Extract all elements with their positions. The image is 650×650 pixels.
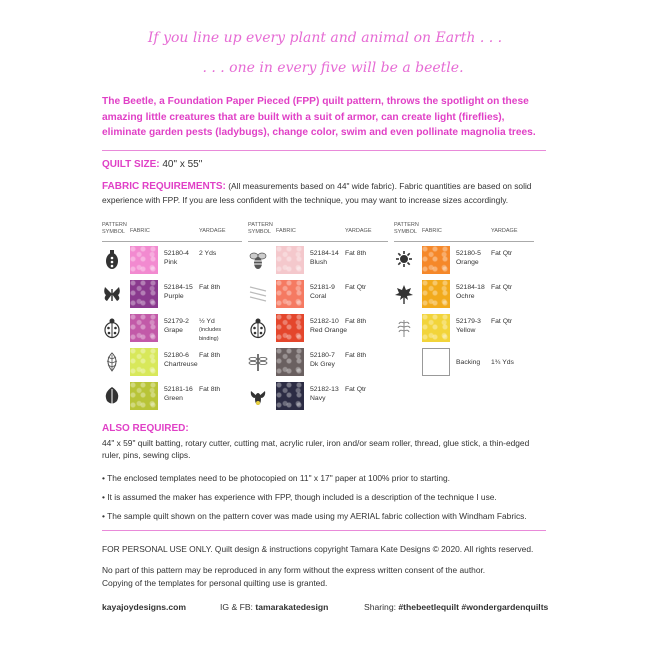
fabric-swatch — [130, 348, 158, 376]
fabric-swatch — [130, 314, 158, 342]
fabric-yardage: Fat 8th — [345, 318, 367, 325]
column-header — [394, 220, 534, 242]
fabric-row — [102, 246, 242, 280]
fabric-swatch — [422, 246, 450, 274]
fabric-yardage: 1¾ Yds — [491, 359, 514, 366]
fabric-code: 52184-14 Blush — [310, 250, 339, 266]
fabric-requirements-text: (All measurements based on 44" wide fabric). Fabric quantities are based on solid experience with FPP. If you are less confident with the technique, you may want to increase sizes accordingly. — [102, 181, 532, 205]
column-header — [102, 220, 242, 242]
fabric-code: 52180-4 Pink — [164, 250, 189, 266]
bullet-templates: • The enclosed templates need to be photocopied on 11" x 17" paper at 100% prior to starting. — [102, 473, 450, 483]
fabric-code: 52184-15 Purple — [164, 284, 193, 300]
fabric-requirements-label: FABRIC REQUIREMENTS: — [102, 181, 226, 192]
fabric-code: 52182-13 Navy — [310, 386, 339, 402]
leaf-icon — [102, 351, 122, 373]
sharing-tags: Sharing: #thebeetlequilt #wondergardenquilts — [364, 602, 549, 612]
fabric-row — [394, 280, 534, 314]
fabric-code: 52181-9 Coral — [310, 284, 335, 300]
fabric-yardage: Fat 8th — [345, 250, 367, 257]
maple-leaf-icon — [394, 283, 414, 305]
fabric-swatch — [422, 314, 450, 342]
fabric-row — [102, 348, 242, 382]
header-pattern-symbol: PATTERN SYMBOL — [394, 222, 419, 235]
lines-icon — [248, 283, 268, 305]
fabric-row — [394, 246, 534, 280]
header-fabric: FABRIC — [276, 228, 296, 234]
social-handle: IG & FB: tamarakatedesign — [220, 602, 329, 612]
fabric-code: 52181-16 Green — [164, 386, 193, 402]
header-pattern-symbol: PATTERN SYMBOL — [102, 222, 127, 235]
fabric-yardage: ½ Yd (includes binding) — [199, 318, 222, 342]
bug-oval-icon — [102, 249, 122, 271]
fabric-row — [248, 382, 388, 416]
fabric-row — [248, 280, 388, 314]
fabric-yardage: Fat Qtr — [491, 250, 513, 257]
copyright-notice: FOR PERSONAL USE ONLY. Quilt design & instructions copyright Tamara Kate Designs © 2020. All rights reserved. — [102, 544, 534, 554]
header-fabric: FABRIC — [130, 228, 150, 234]
fabric-row — [248, 314, 388, 348]
fabric-row — [394, 314, 534, 348]
ig-handle[interactable]: tamarakatedesign — [255, 602, 329, 612]
round-leaf-icon — [102, 385, 122, 407]
quilt-size — [102, 159, 202, 170]
also-required-label: ALSO REQUIRED: — [102, 423, 189, 434]
quote-line-1: If you line up every plant and animal on Earth . . . — [147, 30, 503, 46]
fabric-code: 52180-7 Dk Grey — [310, 352, 335, 368]
fabric-yardage: Fat 8th — [199, 284, 221, 291]
fabric-row — [102, 314, 242, 348]
intro-paragraph: The Beetle, a Foundation Paper Pieced (FPP) quilt pattern, throws the spotlight on these amazing little creatures that are built with a suit of armor, can create light (fireflies), eliminate garden pests (ladybugs), change color, swim and even pollinate magnolia trees. — [102, 96, 536, 138]
fabric-swatch — [276, 246, 304, 274]
header-pattern-symbol: PATTERN SYMBOL — [248, 222, 273, 235]
header-yardage: YARDAGE — [491, 228, 518, 234]
fabric-row — [394, 348, 534, 382]
fabric-row — [248, 348, 388, 382]
fabric-swatch — [130, 246, 158, 274]
reproduction-line-2: Copying of the templates for personal quilting use is granted. — [102, 577, 328, 588]
fabric-yardage: Fat Qtr — [345, 284, 367, 291]
fabric-swatch — [276, 348, 304, 376]
fabric-swatch — [422, 280, 450, 308]
fabric-row — [102, 382, 242, 416]
fabric-swatch — [422, 348, 450, 376]
reproduction-notice — [102, 564, 550, 589]
fabric-row — [248, 246, 388, 280]
quilt-size-value: 40" x 55" — [162, 159, 203, 170]
fabric-column — [394, 220, 534, 425]
fabric-yardage: Fat 8th — [199, 352, 221, 359]
fabric-yardage: Fat Qtr — [491, 284, 513, 291]
fabric-code: 52180-6 Chartreuse — [164, 352, 198, 368]
fabric-swatch — [130, 382, 158, 410]
ladybug-icon — [102, 317, 122, 339]
firefly-icon — [248, 385, 268, 407]
bullet-experience: • It is assumed the maker has experience with FPP, though included is a description of the technique I use. — [102, 492, 497, 502]
fabric-yardage: Fat 8th — [199, 386, 221, 393]
fabric-code: 52179-3 Yellow — [456, 318, 481, 334]
also-required-text: 44" x 59" quilt batting, rotary cutter, cutting mat, acrylic ruler, iron and/or seam roller, thread, glue stick, a thin-edged ruler, pins, sewing clips. — [102, 437, 530, 460]
hashtags[interactable]: #thebeetlequilt #wondergardenquilts — [398, 602, 549, 612]
fabric-swatch — [276, 314, 304, 342]
bee-icon — [248, 249, 268, 271]
fabric-code: 52180-5 Orange — [456, 250, 481, 266]
fabric-code: 52184-18 Ochre — [456, 284, 485, 300]
fabric-row — [102, 280, 242, 314]
fabric-swatch — [276, 280, 304, 308]
header-yardage: YARDAGE — [345, 228, 372, 234]
fabric-code: 52179-2 Grape — [164, 318, 189, 334]
fabric-yardage: Fat 8th — [345, 352, 367, 359]
quilt-size-label: QUILT SIZE: — [102, 159, 160, 170]
fabric-code: 52182-10 Red Orange — [310, 318, 348, 334]
sunflower-icon — [394, 249, 414, 271]
divider — [102, 150, 546, 151]
reproduction-line-1: No part of this pattern may be reproduced in any form without the express written consent of the author. — [102, 565, 486, 575]
website-link[interactable]: kayajoydesigns.com — [102, 602, 187, 612]
fabric-requirements — [102, 180, 550, 206]
dragonfly-icon — [248, 351, 268, 373]
fabric-swatch — [130, 280, 158, 308]
fabric-yardage: Fat Qtr — [491, 318, 513, 325]
header-fabric: FABRIC — [422, 228, 442, 234]
ladybug-icon — [248, 317, 268, 339]
also-required — [102, 423, 550, 462]
divider — [102, 530, 546, 531]
fabric-yardage: Fat Qtr — [345, 386, 367, 393]
quote-line-2: . . . one in every five will be a beetle. — [202, 60, 464, 76]
fabric-swatch — [276, 382, 304, 410]
fabric-column — [248, 220, 388, 425]
fabric-column — [102, 220, 242, 425]
bullet-sample: • The sample quilt shown on the pattern cover was made using my AERIAL fabric collection with Windham Fabrics. — [102, 511, 527, 521]
column-header — [248, 220, 388, 242]
butterfly-icon — [102, 283, 122, 305]
fern-icon — [394, 317, 414, 339]
fabric-code: Backing — [456, 359, 481, 366]
fabric-yardage: 2 Yds — [199, 250, 217, 257]
header-yardage: YARDAGE — [199, 228, 226, 234]
